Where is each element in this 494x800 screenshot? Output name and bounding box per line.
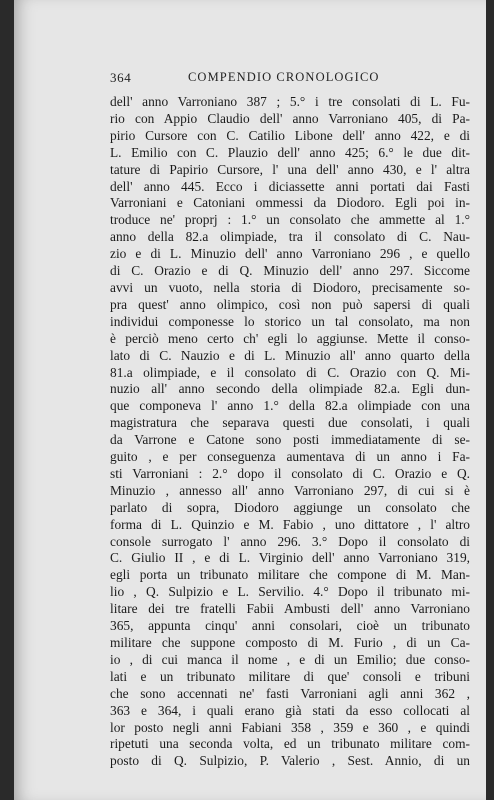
running-header <box>110 70 470 88</box>
text-line: console surrogato l' anno 296. 3.° Dopo il consolato di <box>110 533 470 549</box>
text-line: guito , e per conseguenza aumentava di un anno i Fa- <box>110 449 470 465</box>
text-line: forma di L. Quinzio e M. Fabio , uno dittatore , l' altro <box>110 516 470 532</box>
page-content <box>110 70 470 770</box>
text-line: que componeva l' anno 1.° della 82.a olimpiade con una <box>110 398 470 414</box>
text-line: lati e un tribunato militare di que' consoli e tribuni <box>110 668 470 684</box>
text-line: io , di cui manca il nome , e di un Emilio; due conso- <box>110 651 470 667</box>
text-line: sti Varroniani : 2.° dopo il consolato di C. Orazio e Q. <box>110 465 470 481</box>
running-title: COMPENDIO CRONOLOGICO <box>188 70 380 84</box>
text-line: è perciò meno certo ch' egli lo aggiunse. Mette il conso- <box>110 330 470 346</box>
body-text <box>110 94 470 770</box>
text-line: individui componesse lo storico un tal consolato, ma non <box>110 313 470 329</box>
text-line: nuzio all' anno secondo della olimpiade 82.a. Egli dun- <box>110 381 470 397</box>
text-line: C. Giulio II , e di L. Virginio dell' anno Varroniano 319, <box>110 550 470 566</box>
text-line: avvi un vuoto, nella storia di Diodoro, precisamente so- <box>110 279 470 295</box>
text-line: 365, appunta cinqu' anni consolari, cioè un tribunato <box>110 618 470 634</box>
book-page <box>14 0 486 800</box>
text-line: L. Emilio con C. Plauzio dell' anno 425; 6.° le due dit- <box>110 144 470 160</box>
text-line: lato di C. Nauzio e di L. Minuzio all' anno quarto della <box>110 347 470 363</box>
text-line: Varroniani e Catoniani ommessi da Diodoro. Egli poi in- <box>110 195 470 211</box>
text-line: egli porta un tribunato militare che compone di M. Man- <box>110 567 470 583</box>
text-line: zio e di L. Minuzio dell' anno Varroniano 296 , e quello <box>110 246 470 262</box>
text-line: tature di Papirio Cursore, l' una dell' anno 430, e l' altra <box>110 161 470 177</box>
text-line: parlato di sopra, Diodoro aggiunge un consolato che <box>110 499 470 515</box>
text-line: pra quest' anno olimpico, così non può sapersi di quali <box>110 296 470 312</box>
text-line: di C. Orazio e di Q. Minuzio dell' anno 297. Siccome <box>110 263 470 279</box>
text-line: Minuzio , annesso all' anno Varroniano 297, di cui si è <box>110 482 470 498</box>
text-line: lor posto negli anni Fabiani 358 , 359 e 360 , e quindi <box>110 719 470 735</box>
text-line: litare dei tre fratelli Fabii Ambusti dell' anno Varroniano <box>110 601 470 617</box>
text-line: 363 e 364, i quali erano già stati da esso collocati al <box>110 702 470 718</box>
text-line: troduce ne' proprj : 1.° un consolato che ammette al 1.° <box>110 212 470 228</box>
text-line: da Varrone e Catone sono posti immediatamente di se- <box>110 432 470 448</box>
text-line: militare che suppone composto di M. Furio , di un Ca- <box>110 635 470 650</box>
text-line: pirio Cursore con C. Catilio Libone dell' anno 422, e di <box>110 127 470 143</box>
text-line: posto di Q. Sulpizio, P. Valerio , Sest. Annio, di un <box>110 753 470 769</box>
text-line: lio , Q. Sulpizio e L. Servilio. 4.° Dopo il tribunato mi- <box>110 584 470 600</box>
text-line: dell' anno 445. Ecco i diciassette anni portati dai Fasti <box>110 178 470 194</box>
text-line: 81.a olimpiade, e il consolato di C. Orazio con Q. Mi- <box>110 364 470 380</box>
text-line: rio con Appio Claudio dell' anno Varroniano 405, di Pa- <box>110 110 470 126</box>
text-line: ripetuti una seconda volta, ed un tribunato militare com- <box>110 736 470 752</box>
page-number: 364 <box>110 70 132 85</box>
text-line: che sono accennati ne' fasti Varroniani agli anni 362 , <box>110 685 470 701</box>
text-line: magistratura che separava questi due consolati, i quali <box>110 415 470 431</box>
text-line: dell' anno Varroniano 387 ; 5.° i tre consolati di L. Fu- <box>110 94 470 109</box>
text-line: anno della 82.a olimpiade, tra il consolato di C. Nau- <box>110 229 470 245</box>
